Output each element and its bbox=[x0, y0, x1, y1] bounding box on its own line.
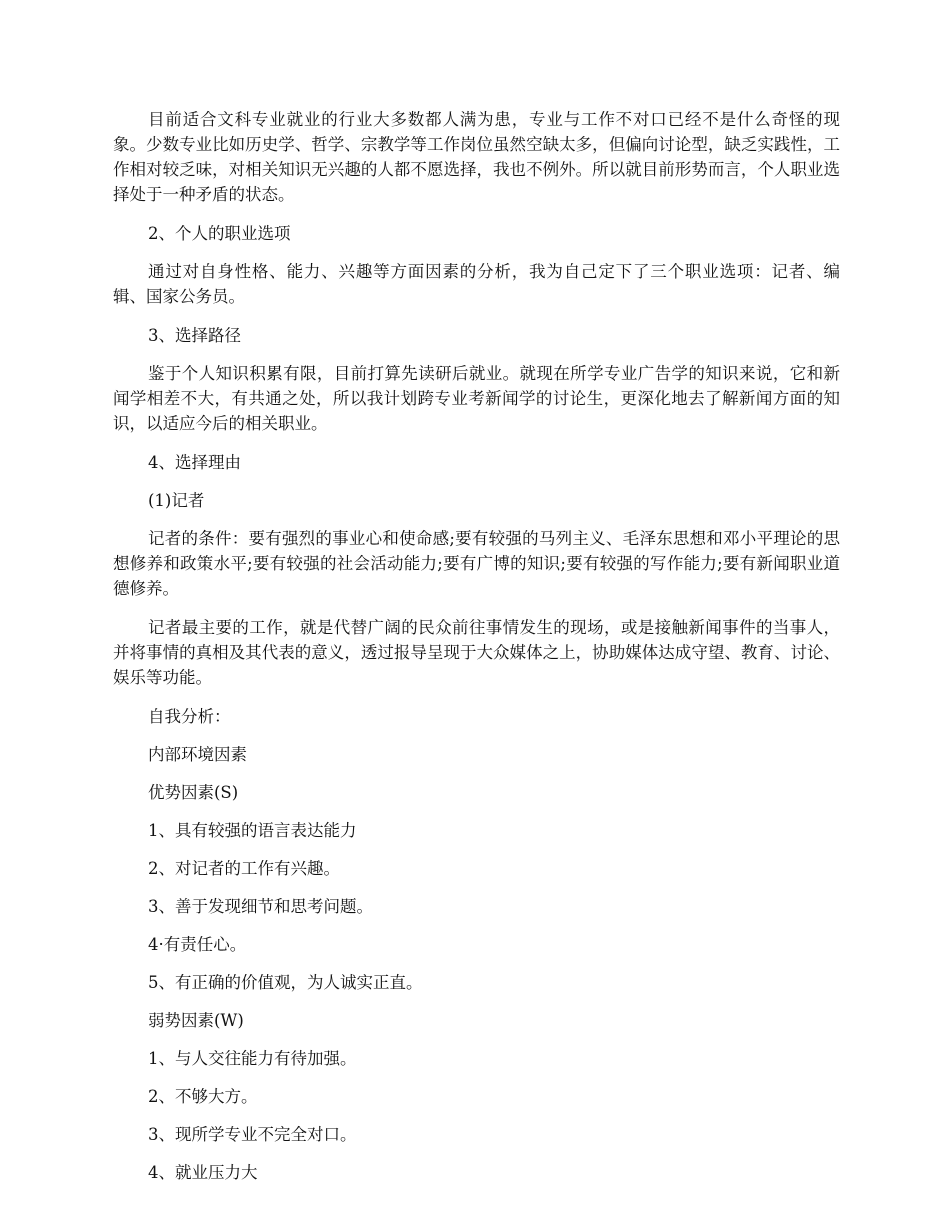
reporter-conditions-paragraph: 记者的条件：要有强烈的事业心和使命感;要有较强的马列主义、毛泽东思想和邓小平理论的思想修养和政策水平;要有较强的社会活动能力;要有广博的知识;要有较强的写作能力;要有新闻职业道德修养。 bbox=[113, 529, 840, 598]
strengths-label: 优势因素(S) bbox=[148, 783, 239, 802]
weaknesses-label: 弱势因素(W) bbox=[148, 1011, 244, 1030]
career-options-paragraph: 通过对自身性格、能力、兴趣等方面因素的分析，我为自己定下了三个职业选项：记者、编辑、国家公务员。 bbox=[113, 262, 840, 306]
list-item: 4·有责任心。 bbox=[148, 935, 247, 954]
list-item: 4、就业压力大 bbox=[148, 1163, 258, 1182]
path-paragraph: 鉴于个人知识积累有限，目前打算先读研后就业。就现在所学专业广告学的知识来说，它和新闻学相差不大，有共通之处，所以我计划跨专业考新闻学的讨论生，更深化地去了解新闻方面的知识，以适应今后的相关职业。 bbox=[113, 364, 840, 433]
list-item: 2、不够大方。 bbox=[148, 1087, 258, 1106]
intro-paragraph: 目前适合文科专业就业的行业大多数都人满为患，专业与工作不对口已经不是什么奇怪的现象。少数专业比如历史学、哲学、宗教学等工作岗位虽然空缺太多，但偏向讨论型，缺乏实践性，工作相对较乏味，对相关知识无兴趣的人都不愿选择，我也不例外。所以就目前形势而言，个人职业选择处于一种矛盾的状态。 bbox=[113, 110, 840, 204]
reporter-work-paragraph: 记者最主要的工作，就是代替广阔的民众前往事情发生的现场，或是接触新闻事件的当事人，并将事情的真相及其代表的意义，透过报导呈现于大众媒体之上，协助媒体达成守望、教育、讨论、娱乐等功能。 bbox=[113, 618, 840, 687]
list-item: 5、有正确的价值观，为人诚实正直。 bbox=[148, 973, 423, 992]
internal-factors-label: 内部环境因素 bbox=[148, 745, 247, 764]
list-item: 3、现所学专业不完全对口。 bbox=[148, 1125, 357, 1144]
section-heading-career-options: 2、个人的职业选项 bbox=[148, 224, 291, 243]
list-item: 3、善于发现细节和思考问题。 bbox=[148, 897, 373, 916]
subheading-reporter: (1)记者 bbox=[148, 491, 205, 510]
document-page bbox=[113, 107, 840, 1198]
list-item: 2、对记者的工作有兴趣。 bbox=[148, 859, 340, 878]
list-item: 1、具有较强的语言表达能力 bbox=[148, 821, 357, 840]
section-heading-reasons: 4、选择理由 bbox=[148, 453, 241, 472]
list-item: 1、与人交往能力有待加强。 bbox=[148, 1049, 357, 1068]
section-heading-path: 3、选择路径 bbox=[148, 326, 241, 345]
self-analysis-label: 自我分析： bbox=[148, 707, 231, 726]
